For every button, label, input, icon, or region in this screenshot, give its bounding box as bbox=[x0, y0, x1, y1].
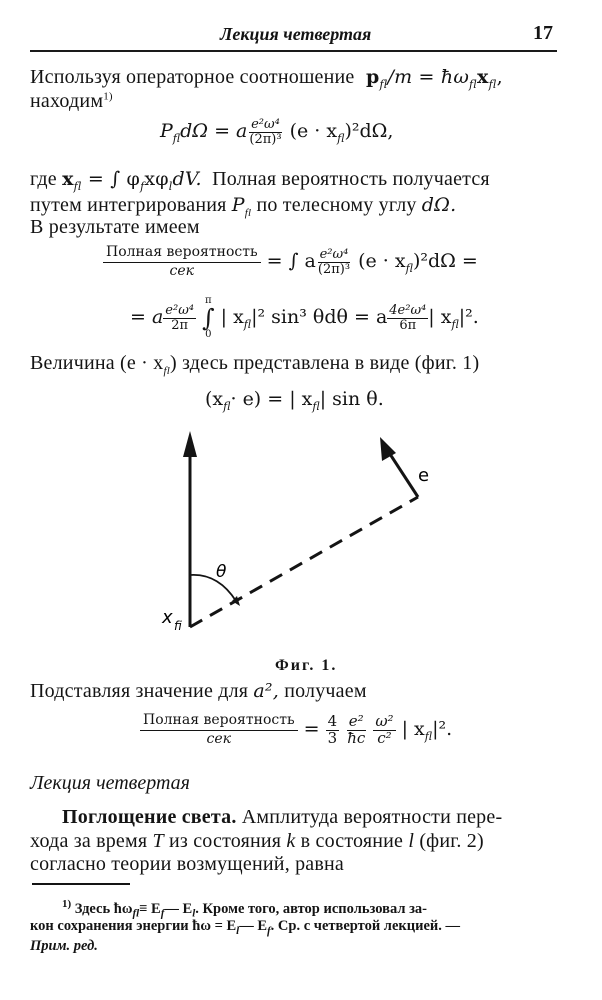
paragraph-1-line-1: Используя операторное соотношение $p_{fl}/m$ = $ħ\omega_{fl}x_{fl}$, bbox=[30, 66, 503, 91]
vector-x-arrowhead bbox=[183, 431, 197, 457]
vector-e-line bbox=[388, 451, 418, 497]
paragraph-1-line-2: находим$^{1)}$ bbox=[30, 90, 113, 112]
paragraph-4-line-1: Подставляя значение для a², получаем bbox=[30, 680, 367, 702]
figure-1-caption: Фиг. 1. bbox=[275, 657, 338, 674]
footnote-ref: 1) bbox=[103, 90, 113, 103]
footnote-line-1: $^{1)}$ Здесь $ħ\omega_{fl}\equiv$ $E_f—$ $E_l$. Кроме того, автор использовал за- bbox=[62, 898, 428, 920]
equation-4: $\frac{\text{Полная вероятность}}{\text{сек}}$ = $\frac{4}{3}$ $\frac{\text{e²}}{ħc}$ $\frac{\text{ω²}}{\text{c²}}$ | $x_{fl}|^2$. bbox=[140, 712, 452, 748]
paragraph-2-line-2: путем интегрирования $P_{fl}$ по телесному углу dΩ. bbox=[30, 194, 457, 219]
e-label: e bbox=[418, 465, 430, 486]
equation-2-line-1: $\frac{\text{Полная вероятность}}{\text{сек}}$ = ∫ a $\frac{\text{e²ω⁴}}{\text{(2π)³}}$ $(e \cdot x_{fl})^2d\Omega$ = bbox=[103, 244, 478, 280]
paragraph-2-line-3: В результате имеем bbox=[30, 216, 200, 238]
page-number: 17 bbox=[533, 22, 553, 44]
angle-arc bbox=[190, 575, 236, 601]
figure-1-diagram bbox=[150, 425, 450, 645]
paragraph-5-line-3: согласно теории возмущений, равна bbox=[30, 853, 344, 875]
footnote-line-2: кон сохранения энергии ħω = $E_l—$ $E_f$. Ср. с четвертой лекцией. — bbox=[30, 918, 460, 937]
x-label: x bbox=[162, 607, 173, 628]
equation-1: $P_{fl}d\Omega = a$ $\frac{\text{e²ω⁴}}{\text{(2π)³}}$ $(e \cdot x_{fl})^2d\Omega$, bbox=[160, 117, 394, 147]
theta-label: θ bbox=[216, 562, 227, 582]
paragraph-5-line-1: Поглощение света. Амплитуда вероятности пере- bbox=[62, 806, 503, 828]
header-rule bbox=[30, 50, 557, 52]
x-label-subscript: fi bbox=[174, 619, 182, 633]
footnote-line-3: Прим. ред. bbox=[30, 938, 98, 954]
paragraph-5-line-2: хода за время T из состояния k в состояние l (фиг. 2) bbox=[30, 830, 484, 852]
footnote-rule bbox=[32, 883, 130, 885]
equation-2-line-2: = a $\frac{\text{e²ω⁴}}{2\pi}$ π ∫ 0 | $x_{fl}|^2$ sin³ θdθ = a $\frac{\text{4e²ω⁴}}{6\pi}$ | $x_{fl}|^2$. bbox=[130, 295, 479, 340]
running-header: Лекция четвертая bbox=[220, 24, 372, 44]
paragraph-3-line-1: Величина $(e \cdot x_{fl})$ здесь представлена в виде (фиг. 1) bbox=[30, 352, 480, 377]
paragraph-2-line-1: где $x_{fl}$ = ∫ $\varphi_fx\varphi_ldV$. Полная вероятность получается bbox=[30, 168, 490, 193]
section-heading: Лекция четвертая bbox=[30, 772, 190, 794]
equation-3: $(x_{fl}\cdot e)$ = | $x_{fl}|$ sin θ. bbox=[205, 388, 384, 413]
